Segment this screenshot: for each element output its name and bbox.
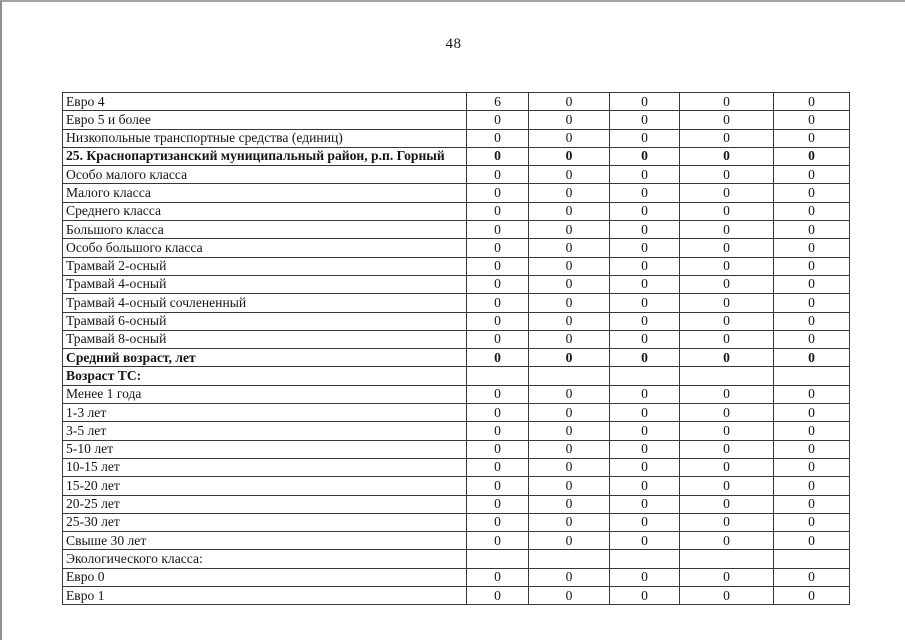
value-cell — [774, 367, 850, 385]
table-row — [63, 275, 850, 293]
value-cell: 0 — [610, 458, 680, 476]
table-row — [63, 513, 850, 531]
value-cell: 0 — [680, 495, 774, 513]
table-row — [63, 568, 850, 586]
value-cell: 0 — [529, 166, 610, 184]
table-row — [63, 495, 850, 513]
value-cell: 0 — [774, 513, 850, 531]
value-cell: 0 — [610, 385, 680, 403]
row-label-cell: Трамвай 2-осный — [63, 257, 467, 275]
value-cell: 0 — [680, 93, 774, 111]
row-label-cell: Большого класса — [63, 221, 467, 239]
value-cell: 0 — [610, 312, 680, 330]
row-label-cell: Евро 1 — [63, 587, 467, 605]
table-row — [63, 312, 850, 330]
value-cell: 0 — [529, 440, 610, 458]
value-cell: 0 — [467, 147, 529, 165]
value-cell: 0 — [774, 257, 850, 275]
table-row — [63, 257, 850, 275]
value-cell: 0 — [774, 166, 850, 184]
value-cell: 0 — [529, 532, 610, 550]
value-cell: 0 — [467, 166, 529, 184]
value-cell: 0 — [610, 202, 680, 220]
value-cell: 0 — [610, 239, 680, 257]
value-cell: 0 — [680, 166, 774, 184]
table-row — [63, 532, 850, 550]
value-cell: 0 — [680, 111, 774, 129]
row-label-cell: Малого класса — [63, 184, 467, 202]
value-cell: 0 — [529, 477, 610, 495]
value-cell: 0 — [680, 404, 774, 422]
row-label-cell: Особо большого класса — [63, 239, 467, 257]
value-cell: 0 — [610, 221, 680, 239]
table-row — [63, 221, 850, 239]
table-row — [63, 550, 850, 568]
table-row — [63, 330, 850, 348]
value-cell: 0 — [680, 275, 774, 293]
table-row — [63, 166, 850, 184]
value-cell — [467, 367, 529, 385]
table-row — [63, 147, 850, 165]
row-label-cell: Трамвай 8-осный — [63, 330, 467, 348]
table-row — [63, 458, 850, 476]
table-row — [63, 184, 850, 202]
value-cell: 0 — [467, 458, 529, 476]
value-cell: 0 — [467, 257, 529, 275]
value-cell: 0 — [680, 513, 774, 531]
value-cell: 0 — [467, 184, 529, 202]
value-cell: 0 — [610, 275, 680, 293]
value-cell: 0 — [467, 202, 529, 220]
row-label-cell: 10-15 лет — [63, 458, 467, 476]
value-cell: 0 — [680, 294, 774, 312]
row-label-cell: Трамвай 4-осный — [63, 275, 467, 293]
value-cell: 0 — [529, 294, 610, 312]
value-cell: 0 — [467, 568, 529, 586]
row-label-cell: Среднего класса — [63, 202, 467, 220]
value-cell: 0 — [680, 349, 774, 367]
value-cell — [680, 550, 774, 568]
row-label-cell: Трамвай 4-осный сочлененный — [63, 294, 467, 312]
report-table-body — [63, 93, 850, 605]
table-row — [63, 477, 850, 495]
value-cell — [467, 550, 529, 568]
row-label-cell: 1-3 лет — [63, 404, 467, 422]
row-label-cell: Низкопольные транспортные средства (единиц) — [63, 129, 467, 147]
value-cell: 0 — [680, 532, 774, 550]
table-row — [63, 111, 850, 129]
value-cell: 0 — [680, 202, 774, 220]
value-cell: 0 — [610, 147, 680, 165]
row-label-cell: Экологического класса: — [63, 550, 467, 568]
value-cell: 0 — [467, 513, 529, 531]
value-cell: 0 — [680, 477, 774, 495]
value-cell: 0 — [774, 568, 850, 586]
value-cell: 0 — [610, 422, 680, 440]
value-cell — [680, 367, 774, 385]
value-cell: 0 — [467, 129, 529, 147]
value-cell: 0 — [529, 385, 610, 403]
value-cell: 0 — [610, 93, 680, 111]
row-label-cell: Трамвай 6-осный — [63, 312, 467, 330]
row-label-cell: 15-20 лет — [63, 477, 467, 495]
value-cell: 0 — [610, 184, 680, 202]
value-cell: 0 — [467, 239, 529, 257]
value-cell: 0 — [529, 349, 610, 367]
value-cell: 0 — [774, 477, 850, 495]
value-cell: 0 — [610, 111, 680, 129]
value-cell — [610, 367, 680, 385]
value-cell: 0 — [610, 477, 680, 495]
value-cell: 0 — [774, 532, 850, 550]
table-row — [63, 440, 850, 458]
value-cell: 0 — [774, 184, 850, 202]
value-cell: 0 — [529, 312, 610, 330]
value-cell: 0 — [610, 257, 680, 275]
value-cell: 0 — [774, 275, 850, 293]
row-label-cell: Возраст ТС: — [63, 367, 467, 385]
value-cell: 0 — [610, 349, 680, 367]
row-label-cell: 20-25 лет — [63, 495, 467, 513]
value-cell: 0 — [774, 495, 850, 513]
value-cell: 0 — [467, 587, 529, 605]
value-cell: 0 — [610, 532, 680, 550]
value-cell: 0 — [610, 568, 680, 586]
value-cell — [529, 367, 610, 385]
value-cell: 0 — [529, 129, 610, 147]
page-number: 48 — [445, 36, 462, 52]
table-row — [63, 587, 850, 605]
report-table — [62, 92, 850, 605]
value-cell: 0 — [680, 422, 774, 440]
value-cell: 0 — [467, 477, 529, 495]
value-cell: 0 — [610, 513, 680, 531]
value-cell — [774, 550, 850, 568]
value-cell: 0 — [529, 275, 610, 293]
value-cell: 0 — [529, 202, 610, 220]
value-cell: 0 — [774, 587, 850, 605]
value-cell: 0 — [529, 422, 610, 440]
row-label-cell: 3-5 лет — [63, 422, 467, 440]
value-cell: 0 — [610, 495, 680, 513]
value-cell: 0 — [610, 404, 680, 422]
value-cell: 0 — [774, 129, 850, 147]
table-row — [63, 367, 850, 385]
row-label-cell: Средний возраст, лет — [63, 349, 467, 367]
value-cell: 0 — [529, 495, 610, 513]
row-label-cell: 25-30 лет — [63, 513, 467, 531]
value-cell: 0 — [680, 147, 774, 165]
table-row — [63, 349, 850, 367]
table-row — [63, 385, 850, 403]
value-cell: 0 — [774, 294, 850, 312]
row-label-cell: Евро 0 — [63, 568, 467, 586]
value-cell: 0 — [680, 330, 774, 348]
value-cell: 0 — [467, 294, 529, 312]
value-cell: 0 — [680, 385, 774, 403]
value-cell: 0 — [774, 147, 850, 165]
value-cell: 0 — [774, 349, 850, 367]
value-cell: 0 — [467, 275, 529, 293]
value-cell: 0 — [680, 458, 774, 476]
value-cell: 0 — [680, 129, 774, 147]
value-cell: 0 — [529, 458, 610, 476]
value-cell: 0 — [529, 257, 610, 275]
value-cell: 0 — [774, 422, 850, 440]
table-row — [63, 93, 850, 111]
value-cell: 0 — [680, 312, 774, 330]
value-cell: 0 — [467, 422, 529, 440]
value-cell: 0 — [680, 184, 774, 202]
value-cell: 0 — [467, 312, 529, 330]
value-cell: 0 — [680, 257, 774, 275]
value-cell: 0 — [774, 202, 850, 220]
value-cell: 0 — [610, 166, 680, 184]
value-cell: 0 — [610, 330, 680, 348]
value-cell: 0 — [467, 404, 529, 422]
value-cell: 0 — [610, 129, 680, 147]
table-row — [63, 239, 850, 257]
row-label-cell: Свыше 30 лет — [63, 532, 467, 550]
value-cell: 0 — [467, 440, 529, 458]
value-cell: 0 — [529, 513, 610, 531]
value-cell: 6 — [467, 93, 529, 111]
value-cell: 0 — [467, 330, 529, 348]
value-cell: 0 — [680, 239, 774, 257]
row-label-cell: Евро 4 — [63, 93, 467, 111]
value-cell: 0 — [467, 349, 529, 367]
table-row — [63, 404, 850, 422]
value-cell: 0 — [774, 93, 850, 111]
value-cell: 0 — [680, 440, 774, 458]
row-label-cell: 5-10 лет — [63, 440, 467, 458]
value-cell: 0 — [774, 111, 850, 129]
value-cell: 0 — [529, 184, 610, 202]
value-cell: 0 — [467, 221, 529, 239]
value-cell: 0 — [774, 239, 850, 257]
value-cell: 0 — [467, 385, 529, 403]
value-cell: 0 — [774, 330, 850, 348]
value-cell: 0 — [529, 587, 610, 605]
value-cell: 0 — [529, 93, 610, 111]
row-label-cell: Евро 5 и более — [63, 111, 467, 129]
value-cell: 0 — [529, 239, 610, 257]
row-label-cell: 25. Краснопартизанский муниципальный район, р.п. Горный — [63, 147, 467, 165]
value-cell: 0 — [774, 404, 850, 422]
value-cell: 0 — [529, 330, 610, 348]
value-cell: 0 — [774, 458, 850, 476]
value-cell: 0 — [610, 440, 680, 458]
row-label-cell: Менее 1 года — [63, 385, 467, 403]
value-cell: 0 — [529, 221, 610, 239]
value-cell: 0 — [774, 385, 850, 403]
value-cell — [529, 550, 610, 568]
value-cell: 0 — [610, 294, 680, 312]
table-row — [63, 422, 850, 440]
value-cell: 0 — [467, 532, 529, 550]
value-cell: 0 — [467, 495, 529, 513]
row-label-cell: Особо малого класса — [63, 166, 467, 184]
value-cell: 0 — [774, 440, 850, 458]
value-cell: 0 — [529, 147, 610, 165]
value-cell: 0 — [680, 221, 774, 239]
value-cell: 0 — [529, 404, 610, 422]
value-cell — [610, 550, 680, 568]
table-row — [63, 202, 850, 220]
value-cell: 0 — [680, 568, 774, 586]
value-cell: 0 — [774, 312, 850, 330]
value-cell: 0 — [774, 221, 850, 239]
value-cell: 0 — [610, 587, 680, 605]
table-row — [63, 294, 850, 312]
value-cell: 0 — [529, 111, 610, 129]
value-cell: 0 — [680, 587, 774, 605]
value-cell: 0 — [467, 111, 529, 129]
value-cell: 0 — [529, 568, 610, 586]
table-row — [63, 129, 850, 147]
